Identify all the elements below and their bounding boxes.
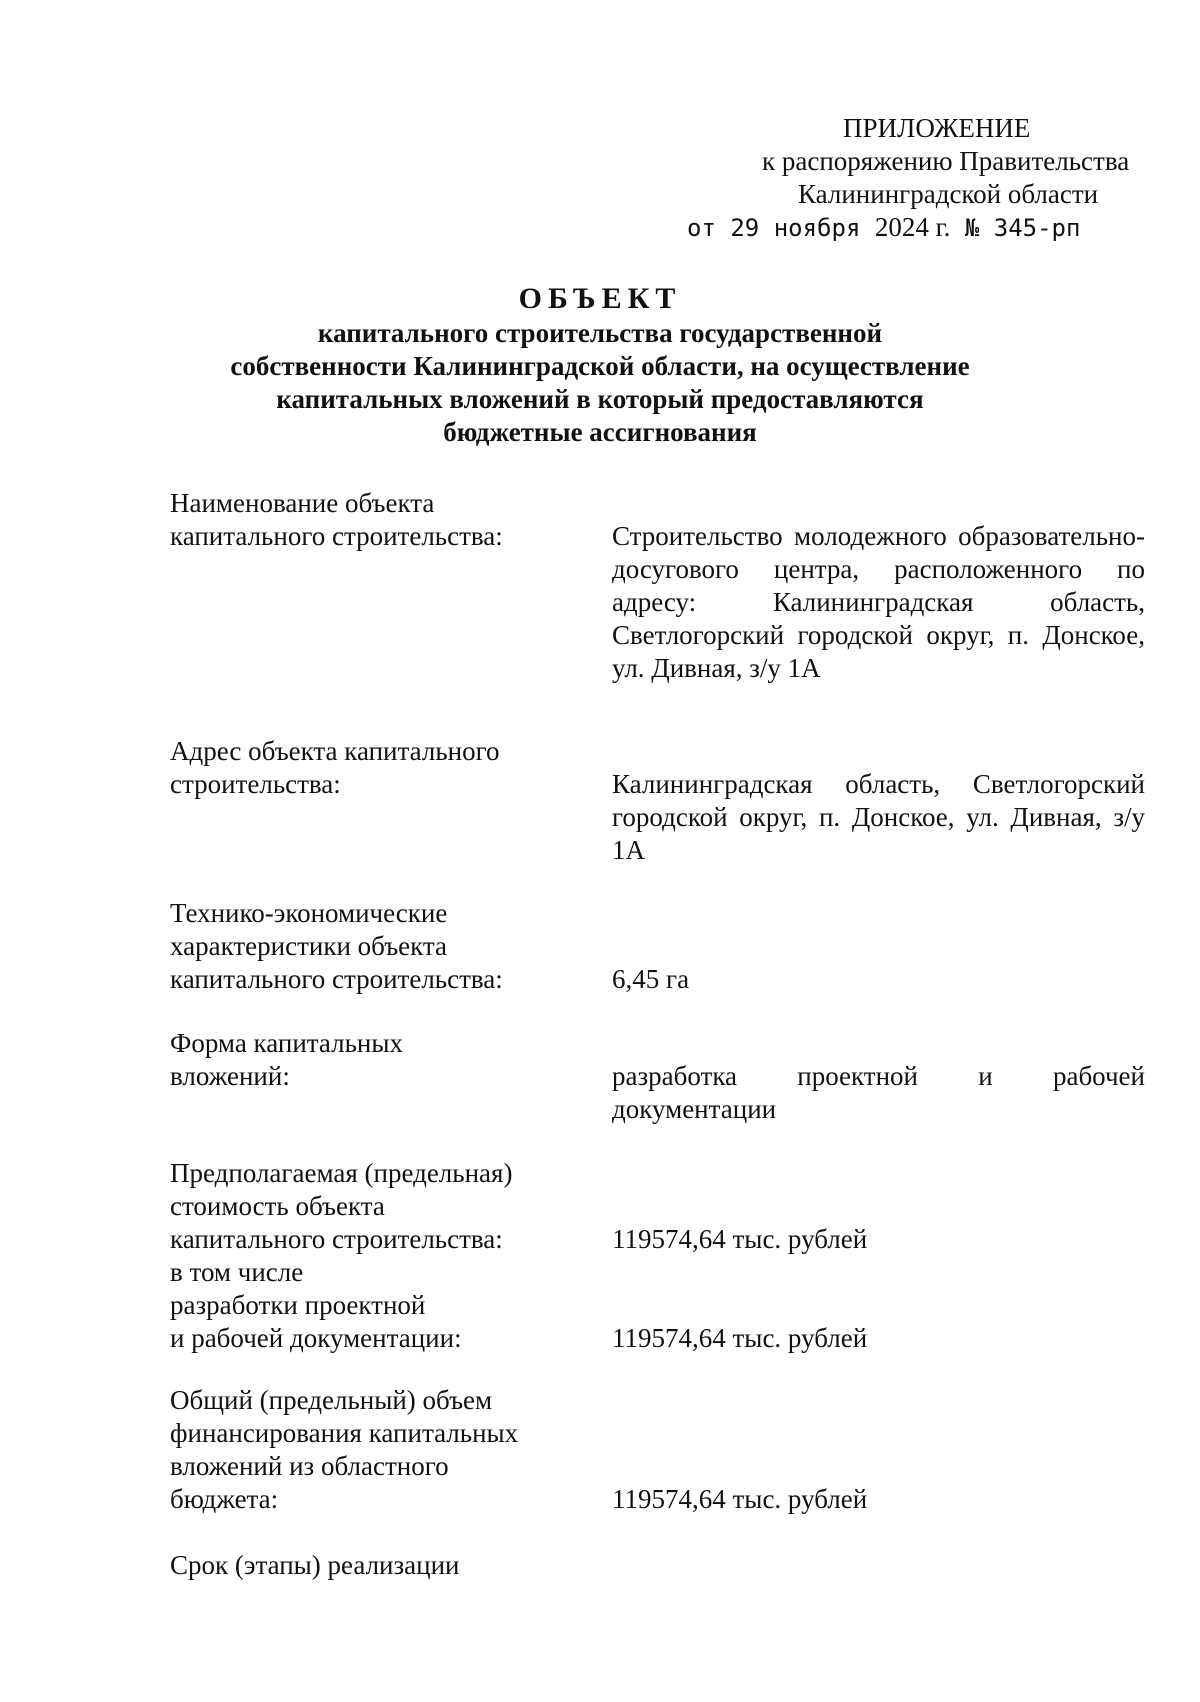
label-line: капитального строительства: xyxy=(170,521,503,551)
field-value-design: 119574,64 тыс. рублей xyxy=(612,1323,868,1353)
label-line: вложений: xyxy=(170,1061,290,1091)
label-line: разработки проектной xyxy=(170,1290,426,1320)
field-value: Строительство молодежного образовательно-досугового центра, расположенного по адресу: Калининградская область, Светлогорский городской округ, п. Донское, ул. Дивная, з/у 1А xyxy=(612,521,1145,683)
subtitle-line: собственности Калининградской области, на осуществление xyxy=(230,351,970,381)
date-prefix: от xyxy=(687,214,716,242)
subtitle-line: капитальных вложений в который предоставляются xyxy=(276,384,924,414)
field-label xyxy=(170,1157,600,1355)
date-value: 29 ноября xyxy=(730,214,861,242)
label-line: вложений из областного xyxy=(170,1451,449,1481)
date-year: 2024 г. xyxy=(874,212,951,242)
label-line: Предполагаемая (предельная) xyxy=(170,1158,513,1188)
label-line: Срок (этапы) реализации xyxy=(170,1550,460,1580)
label-line: Форма капитальных xyxy=(170,1028,404,1058)
field-characteristics xyxy=(170,897,1145,997)
field-estimated-cost xyxy=(170,1157,1145,1357)
field-value: разработка проектной и рабочей документации xyxy=(612,1061,1145,1124)
field-value: Калининградская область, Светлогорский городской округ, п. Донское, ул. Дивная, з/у 1А xyxy=(612,769,1145,865)
field-investment-form xyxy=(170,1027,1145,1127)
label-line: стоимость объекта xyxy=(170,1191,385,1221)
label-line: капитального строительства: xyxy=(170,964,503,994)
field-label xyxy=(170,1549,600,1582)
label-line: и рабочей документации: xyxy=(170,1323,462,1353)
label-line: финансирования капитальных xyxy=(170,1418,519,1448)
label-line: Общий (предельный) объем xyxy=(170,1385,493,1415)
document-title: ОБЪЕКТ xyxy=(518,282,682,315)
field-label xyxy=(170,1384,600,1516)
label-line: Технико-экономические xyxy=(170,898,448,928)
label-line: капитального строительства: xyxy=(170,1224,503,1254)
field-implementation-period xyxy=(170,1549,1145,1589)
field-object-name xyxy=(170,487,1145,687)
field-financing-volume xyxy=(170,1384,1145,1524)
field-label xyxy=(170,1027,600,1093)
field-object-address xyxy=(170,735,1145,865)
appendix-line-2: к распоряжению Правительства xyxy=(762,146,1130,176)
label-line: бюджета: xyxy=(170,1484,279,1514)
field-label xyxy=(170,735,600,801)
field-value-total: 119574,64 тыс. рублей xyxy=(612,1224,868,1254)
appendix-title: ПРИЛОЖЕНИЕ xyxy=(843,113,1031,143)
field-label xyxy=(170,487,600,553)
label-line: характеристики объекта xyxy=(170,931,448,961)
order-number: № 345-рп xyxy=(964,214,1081,242)
subtitle-line: бюджетные ассигнования xyxy=(443,417,757,447)
label-line: строительства: xyxy=(170,769,341,799)
appendix-line-3: Калининградской области xyxy=(798,179,1099,209)
field-value: 119574,64 тыс. рублей xyxy=(612,1484,868,1514)
label-line: в том числе xyxy=(170,1257,304,1287)
field-label xyxy=(170,897,600,996)
appendix-date-line xyxy=(687,211,1160,245)
subtitle-line: капитального строительства государственной xyxy=(317,318,883,348)
appendix-header xyxy=(600,112,1160,245)
document-title-block xyxy=(160,282,1040,449)
label-line: Наименование объекта xyxy=(170,488,435,518)
field-value: 6,45 га xyxy=(612,964,690,994)
label-line: Адрес объекта капитального xyxy=(170,736,500,766)
